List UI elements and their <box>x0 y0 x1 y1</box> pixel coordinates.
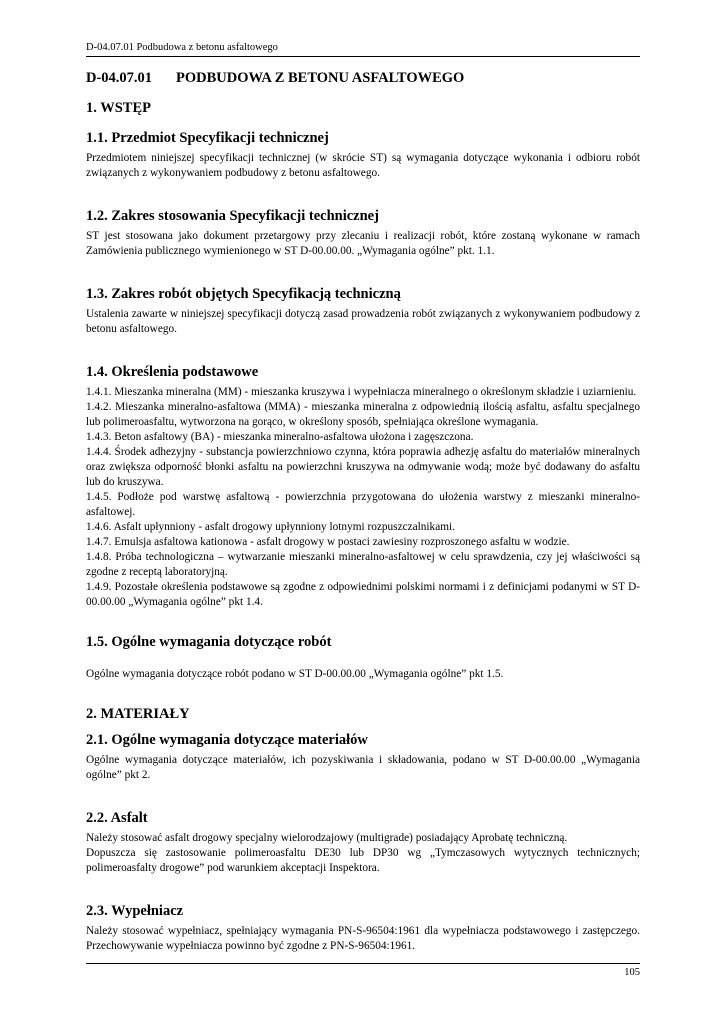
definition-item: 1.4.5. Podłoże pod warstwę asfaltową - powierzchnia przygotowana do ułożenia warstwy z mieszanki mineralno-asfaltowej. <box>86 491 640 518</box>
paragraph-1-3: Ustalenia zawarte w niniejszej specyfikacji dotyczą zasad prowadzenia robót związanych z wykonywaniem podbudowy z betonu asfaltowego. <box>86 308 640 335</box>
paragraph-2-3: Należy stosować wypełniacz, spełniający wymagania PN-S-96504:1961 dla wypełniacza podstawowego i zastępczego. Przechowywanie wypełniacza powinno być zgodne z PN-S-96504:1961. <box>86 925 640 952</box>
paragraph-2-1: Ogólne wymagania dotyczące materiałów, ich pozyskiwania i składowania, podano w ST D-00.00.00 „Wymagania ogólne” pkt 2. <box>86 754 640 781</box>
section-heading-1-3: 1.3. Zakres robót objętych Specyfikacją techniczną <box>86 286 401 302</box>
document-title <box>86 68 640 88</box>
spec-title: PODBUDOWA Z BETONU ASFALTOWEGO <box>176 70 465 86</box>
definition-item: 1.4.6. Asfalt upłynniony - asfalt drogowy upłynniony lotnymi rozpuszczalnikami. <box>86 521 455 533</box>
paragraph-1-2: ST jest stosowana jako dokument przetargowy przy zlecaniu i realizacji robót, które zostaną wykonane w ramach Zamówienia publicznego wymienionego w ST D-00.00.00. „Wymagania ogólne” pkt. 1.1. <box>86 230 640 257</box>
section-heading-2-2: 2.2. Asfalt <box>86 810 148 826</box>
page-footer <box>86 963 640 978</box>
section-heading-2-3: 2.3. Wypełniacz <box>86 903 184 919</box>
definition-item: 1.4.1. Mieszanka mineralna (MM) - mieszanka kruszywa i wypełniacza mineralnego o określonym składzie i uziarnieniu. <box>86 386 637 398</box>
paragraph-2-2b: Dopuszcza się zastosowanie polimeroasfaltu DE30 lub DP30 wg „Tymczasowych wytycznych technicznych; polimeroasfalty drogowe” pod warunkiem akceptacji Inspektora. <box>86 847 640 874</box>
section-heading-2-1: 2.1. Ogólne wymagania dotyczące materiałów <box>86 732 368 748</box>
definition-item: 1.4.4. Środek adhezyjny - substancja powierzchniowo czynna, która poprawia adhezję asfaltu do materiałów mineralnych oraz zwiększa odporność błonki asfaltu na powierzchni kruszywa na odmywanie wodą; może być dodawany do asfaltu lub do kruszywa. <box>86 446 640 488</box>
definition-item: 1.4.3. Beton asfaltowy (BA) - mieszanka mineralno-asfaltowa ułożona i zagęszczona. <box>86 431 474 443</box>
section-heading-1-5: 1.5. Ogólne wymagania dotyczące robót <box>86 634 332 650</box>
running-header: D-04.07.01 Podbudowa z betonu asfaltowego <box>86 41 640 57</box>
definition-item: 1.4.8. Próba technologiczna – wytwarzanie mieszanki mineralno-asfaltowej w celu sprawdzenia, czy jej właściwości są zgodne z receptą laboratoryjną. <box>86 551 640 578</box>
section-heading-1-4: 1.4. Określenia podstawowe <box>86 364 259 380</box>
paragraph-1-1: Przedmiotem niniejszej specyfikacji technicznej (w skrócie ST) są wymagania dotyczące wykonania i odbioru robót związanych z wykonywaniem podbudowy z betonu asfaltowego. <box>86 152 640 179</box>
document-body <box>86 68 640 954</box>
definition-item: 1.4.7. Emulsja asfaltowa kationowa - asfalt drogowy w postaci zawiesiny rozproszonego asfaltu w wodzie. <box>86 536 570 548</box>
definition-item: 1.4.9. Pozostałe określenia podstawowe są zgodne z odpowiednimi polskimi normami i z definicjami podanymi w ST D-00.00.00 „Wymagania ogólne” pkt 1.4. <box>86 581 640 608</box>
page-number: 105 <box>624 967 640 978</box>
paragraph-1-5: Ogólne wymagania dotyczące robót podano w ST D-00.00.00 „Wymagania ogólne” pkt 1.5. <box>86 668 504 680</box>
spec-code: D-04.07.01 <box>86 70 153 86</box>
paragraph-2-2a: Należy stosować asfalt drogowy specjalny wielorodzajowy (multigrade) posiadający Aprobatę techniczną. <box>86 832 568 844</box>
section-heading-1: 1. WSTĘP <box>86 100 152 116</box>
section-heading-1-2: 1.2. Zakres stosowania Specyfikacji technicznej <box>86 208 379 224</box>
section-heading-1-1: 1.1. Przedmiot Specyfikacji technicznej <box>86 130 329 146</box>
section-heading-2: 2. MATERIAŁY <box>86 706 190 722</box>
definition-item: 1.4.2. Mieszanka mineralno-asfaltowa (MMA) - mieszanka mineralna z odpowiednią ilością asfaltu, asfaltu specjalnego lub polimeroasfaltu, wytworzona na gorąco, w określony sposób, spełniająca określone wymagania. <box>86 401 640 428</box>
